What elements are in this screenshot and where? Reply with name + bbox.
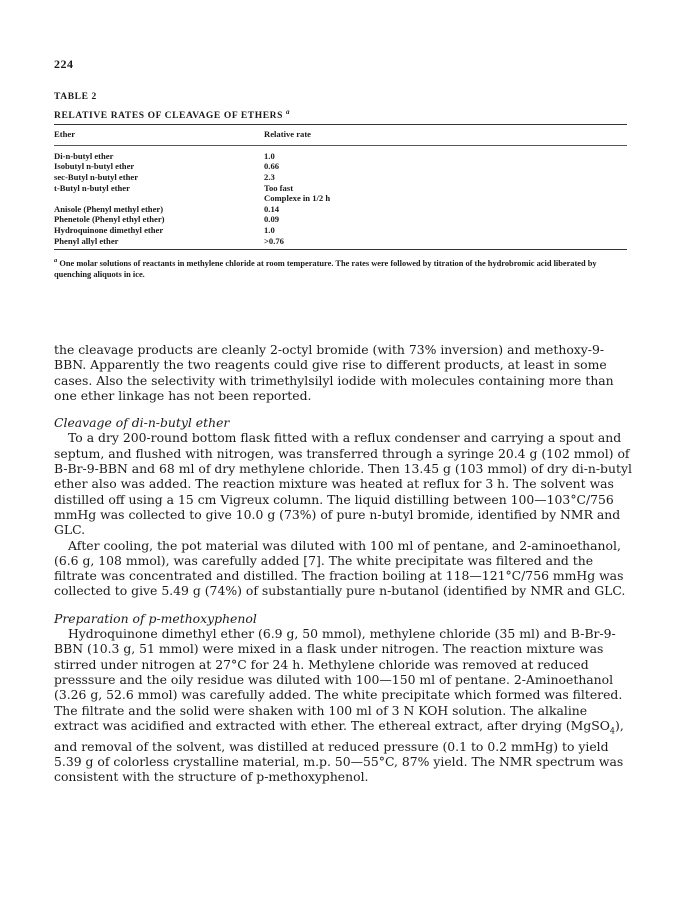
cleavage-paragraph-1: To a dry 200-round bottom flask fitted with a reflux condenser and carrying a spout and septum, and flushed with nitrogen, was transferred through a syringe 20.4 g (102 mmol) of B-Br-9-BBN and 68 ml of dry methylene chloride. Then 13.45 g (103 mmol) of dry di-n-butyl ether also was added. The reaction mixture was heated at reflux for 3 h. The solvent was distilled off using a 15 cm Vigreux column. The liquid distilling between 100—103°C/756 mmHg was collected to give 10.0 g (73%) of pure n-butyl bromide, identified by NMR and GLC. — [54, 430, 632, 538]
footnote-mark: a — [54, 257, 58, 265]
page-number: 224 — [54, 57, 74, 71]
table-row — [54, 161, 627, 172]
table-cell: Anisole (Phenyl methyl ether) — [54, 203, 164, 214]
table-body — [54, 146, 627, 249]
preparation-paragraph — [54, 626, 634, 784]
table-footnote — [54, 256, 627, 280]
table-cell: 0.66 — [264, 161, 280, 172]
intro-paragraph: the cleavage products are cleanly 2-octyl bromide (with 73% inversion) and methoxy-9-BBN. Apparently the two reagents could give rise to different products, at least in some cases. Also the selectivity with trimethylsilyl iodide with molecules containing more than one ether linkage has not been reported. — [54, 342, 614, 403]
table-cell: Phenyl allyl ether — [54, 235, 119, 246]
table-cell: Phenetole (Phenyl ethyl ether) — [54, 214, 165, 225]
table-cell: Too fast — [264, 182, 294, 193]
table-row — [54, 236, 627, 247]
table-header-row — [54, 125, 627, 145]
preparation-subscript: 4 — [609, 726, 616, 736]
table-label: TABLE 2 — [54, 92, 97, 102]
table-cell: 2.3 — [264, 171, 275, 182]
table-2 — [54, 92, 627, 280]
table-header-ether: Ether — [54, 129, 76, 140]
table-row — [54, 204, 627, 215]
table-row — [54, 151, 627, 162]
table-bottom-rule — [54, 249, 627, 250]
section-heading-preparation: Preparation of p-methoxyphenol — [54, 610, 257, 626]
section-heading-cleavage: Cleavage of di-n-butyl ether — [54, 415, 230, 431]
cleavage-paragraph-2: After cooling, the pot material was diluted with 100 ml of pentane, and 2-aminoethanol, (6.6 g, 108 mmol), was carefully added [7]. The white precipitate was filtered and the filtrate was concentrated and distilled. The fraction boiling at 118—121°C/756 mmHg was collected to give 5.49 g (74%) of substantially pure n-butanol (identified by NMR and GLC. — [54, 537, 626, 599]
body-text — [54, 342, 634, 784]
table-header-rate: Relative rate — [264, 129, 312, 140]
table-title-note-mark: a — [285, 108, 291, 116]
table-cell: t-Butyl n-butyl ether — [54, 182, 130, 193]
table-cell: Di-n-butyl ether — [54, 150, 114, 161]
table-row — [54, 172, 627, 183]
preparation-text-b: ), and removal of the solvent, was distilled at reduced pressure (0.1 to 0.2 mmHg) to yield 5.39 g of colorless crystalline material, m.p. 50—55°C, 87% yield. The NMR spectrum was consistent with the structure of p-methoxyphenol. — [54, 717, 624, 785]
table-row — [54, 183, 627, 194]
table-cell: >0.76 — [264, 235, 284, 246]
table-cell: 0.09 — [264, 214, 280, 225]
table-cell: Isobutyl n-butyl ether — [54, 161, 135, 172]
table-row — [54, 225, 627, 236]
footnote-text: One molar solutions of reactants in methylene chloride at room temperature. The rates were followed by titration of the hydrobromic acid liberated by quenching aliquots in ice. — [54, 258, 597, 279]
table-title-text: RELATIVE RATES OF CLEAVAGE OF ETHERS — [54, 111, 283, 122]
table-cell: Hydroquinone dimethyl ether — [54, 224, 164, 235]
table-title — [54, 108, 627, 121]
table-cell: 1.0 — [264, 224, 275, 235]
table-cell: 1.0 — [264, 150, 275, 161]
table-cell: 0.14 — [264, 203, 280, 214]
table-row — [54, 214, 627, 225]
table-cell: sec-Butyl n-butyl ether — [54, 171, 139, 182]
table-cell: Complexe in 1/2 h — [264, 193, 331, 204]
table-cell — [54, 193, 264, 204]
preparation-text-a: Hydroquinone dimethyl ether (6.9 g, 50 mmol), methylene chloride (35 ml) and B-Br-9-BBN (10.3 g, 51 mmol) were mixed in a flask under nitrogen. The reaction mixture was stirred under nitrogen at 27°C for 24 h. Methylene chloride was removed at reduced presssure and the oily residue was diluted with 100—150 ml of pentane. 2-Aminoethanol (3.26 g, 52.6 mmol) was carefully added. The white precipitate which formed was filtered. The filtrate and the solid were shaken with 100 ml of 3 N KOH solution. The alkaline extract was acidified and extracted with ether. The ethereal extract, after drying (MgSO — [54, 626, 623, 733]
table-row — [54, 193, 627, 204]
